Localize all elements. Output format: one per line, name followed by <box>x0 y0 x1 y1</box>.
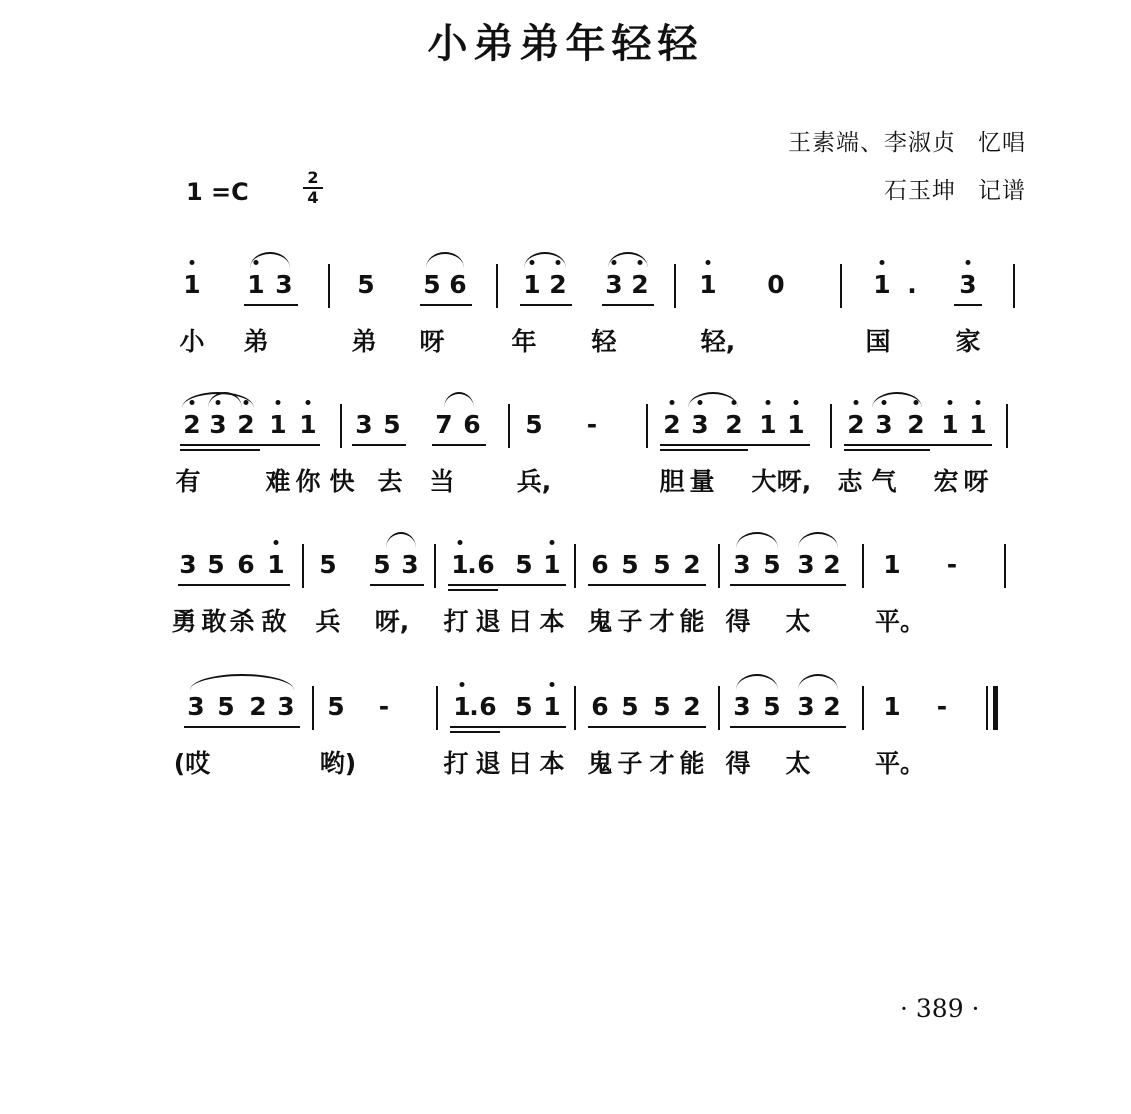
lyric-syllable: 平。 <box>874 607 926 636</box>
octave-dot <box>274 540 279 545</box>
final-barline-thick <box>993 686 998 730</box>
beam-underline <box>352 444 406 446</box>
credit-role: 记谱 <box>978 178 1026 204</box>
note: - <box>378 692 390 721</box>
beam-underline <box>954 304 982 306</box>
slur-arc <box>190 674 294 690</box>
lyric-syllable: 能 <box>679 749 705 778</box>
beam-underline <box>180 449 260 451</box>
note: 2 <box>823 692 841 721</box>
lyric-syllable: 志 <box>837 467 863 496</box>
barline <box>312 686 314 730</box>
lyric-syllable: 有 <box>175 467 201 496</box>
lyric-syllable: 退 <box>475 607 501 636</box>
lyric-syllable: 退 <box>475 749 501 778</box>
lyric-syllable: 太 <box>785 749 811 778</box>
note: 3 <box>355 410 373 439</box>
note: 5 <box>621 692 639 721</box>
note: 3 <box>275 270 293 299</box>
octave-dot <box>966 260 971 265</box>
lyric-syllable: 才 <box>649 749 675 778</box>
note: 1 <box>941 410 959 439</box>
note: 5 <box>763 692 781 721</box>
beam-underline <box>844 444 992 446</box>
beam-underline <box>660 449 748 451</box>
slur-arc <box>386 532 416 548</box>
lyric-syllable: 轻 <box>591 327 617 356</box>
lyric-syllable: 你 <box>295 467 321 496</box>
beam-underline <box>420 304 472 306</box>
credit-role: 忆唱 <box>978 130 1026 156</box>
note: 2 <box>907 410 925 439</box>
note: 5 <box>621 550 639 579</box>
song-title: 小弟弟年轻轻 <box>427 20 704 67</box>
barline <box>840 264 842 308</box>
slur-arc <box>872 392 922 408</box>
octave-dot <box>276 400 281 405</box>
note: 5 <box>319 550 337 579</box>
lyric-syllable: 本 <box>539 749 565 778</box>
octave-dot <box>306 400 311 405</box>
note: 3 <box>691 410 709 439</box>
note: 1 <box>451 550 469 579</box>
final-barline-thin <box>986 686 988 730</box>
barline <box>862 686 864 730</box>
beam-underline <box>520 304 572 306</box>
beam-underline <box>602 304 654 306</box>
beam-underline <box>844 449 930 451</box>
note: . <box>467 550 477 579</box>
note: 6 <box>479 692 497 721</box>
note: 1 <box>269 410 287 439</box>
note: 2 <box>683 692 701 721</box>
barline <box>328 264 330 308</box>
lyric-syllable: 家 <box>955 327 981 356</box>
note: 5 <box>383 410 401 439</box>
credit-transcriber <box>884 172 1026 205</box>
key-signature: 1 =C <box>186 178 249 206</box>
octave-dot <box>460 682 465 687</box>
lyric-syllable: 轻, <box>700 327 736 356</box>
lyric-syllable: 子 <box>617 749 643 778</box>
beam-underline <box>448 589 498 591</box>
barline <box>434 544 436 588</box>
note: 5 <box>515 692 533 721</box>
slur-arc <box>736 532 778 548</box>
lyric-syllable: 宏 <box>933 467 959 496</box>
barline <box>436 686 438 730</box>
barline <box>1004 544 1006 588</box>
lyric-syllable: 呀, <box>374 607 410 636</box>
note: 5 <box>653 692 671 721</box>
beam-underline <box>730 584 846 586</box>
note: 2 <box>237 410 255 439</box>
beam-underline <box>588 584 706 586</box>
lyric-syllable: 日 <box>507 749 533 778</box>
lyric-syllable: 得 <box>725 607 751 636</box>
lyric-syllable: 勇 <box>171 607 197 636</box>
note: 3 <box>797 550 815 579</box>
note: 5 <box>525 410 543 439</box>
lyric-syllable: 鬼 <box>587 607 613 636</box>
note: 1 <box>883 550 901 579</box>
lyric-syllable: 年 <box>511 327 537 356</box>
lyric-syllable: 鬼 <box>587 749 613 778</box>
lyric-syllable: 敢 <box>201 607 227 636</box>
meter-bottom: 4 <box>307 188 319 207</box>
barline <box>646 404 648 448</box>
note: 3 <box>401 550 419 579</box>
barline <box>340 404 342 448</box>
time-signature <box>303 170 323 206</box>
beam-underline <box>450 731 500 733</box>
credit-singers <box>788 124 1026 157</box>
lyric-syllable: (哎 <box>173 749 211 778</box>
lyric-syllable: 本 <box>539 607 565 636</box>
barline <box>574 686 576 730</box>
lyric-syllable: 平。 <box>874 749 926 778</box>
note: 6 <box>463 410 481 439</box>
note: 1 <box>267 550 285 579</box>
note: - <box>936 692 948 721</box>
note: 1 <box>787 410 805 439</box>
lyric-syllable: 国 <box>865 327 891 356</box>
lyric-syllable: 杀 <box>229 607 255 636</box>
lyric-syllable: 呀 <box>963 467 989 496</box>
lyric-syllable: 打 <box>443 749 469 778</box>
note: 5 <box>653 550 671 579</box>
page-number: · 389 · <box>900 994 980 1023</box>
slur-arc <box>444 392 474 408</box>
note: 6 <box>591 692 609 721</box>
note: 2 <box>249 692 267 721</box>
beam-underline <box>660 444 810 446</box>
note: 6 <box>591 550 609 579</box>
note: 3 <box>209 410 227 439</box>
lyric-syllable: 呀 <box>419 327 445 356</box>
note: 0 <box>767 270 785 299</box>
beam-underline <box>184 726 300 728</box>
note: 2 <box>823 550 841 579</box>
note: 1 <box>883 692 901 721</box>
note: 1 <box>299 410 317 439</box>
note: 1 <box>523 270 541 299</box>
lyric-syllable: 难 <box>265 467 291 496</box>
note: 5 <box>515 550 533 579</box>
beam-underline <box>370 584 424 586</box>
octave-dot <box>190 260 195 265</box>
barline <box>508 404 510 448</box>
beam-underline <box>432 444 486 446</box>
slur-arc <box>798 532 838 548</box>
lyric-syllable: 去 <box>377 467 403 496</box>
note: 1 <box>873 270 891 299</box>
beam-underline <box>588 726 706 728</box>
note: 1 <box>543 692 561 721</box>
barline <box>718 544 720 588</box>
beam-underline <box>180 444 320 446</box>
lyric-syllable: 子 <box>617 607 643 636</box>
barline <box>302 544 304 588</box>
note: . <box>469 692 479 721</box>
octave-dot <box>948 400 953 405</box>
barline <box>830 404 832 448</box>
note: . <box>907 270 917 299</box>
lyric-syllable: 小 <box>179 327 205 356</box>
note: 5 <box>217 692 235 721</box>
note: 5 <box>357 270 375 299</box>
octave-dot <box>550 540 555 545</box>
octave-dot <box>670 400 675 405</box>
barline <box>1013 264 1015 308</box>
note: 3 <box>187 692 205 721</box>
note: 1 <box>453 692 471 721</box>
beam-underline <box>178 584 290 586</box>
note: 2 <box>683 550 701 579</box>
lyric-syllable: 当 <box>429 467 455 496</box>
octave-dot <box>880 260 885 265</box>
note: 5 <box>327 692 345 721</box>
note: 3 <box>733 550 751 579</box>
note: 5 <box>207 550 225 579</box>
note: 1 <box>759 410 777 439</box>
slur-arc <box>250 252 290 268</box>
slur-arc <box>736 674 778 690</box>
barline <box>862 544 864 588</box>
octave-dot <box>766 400 771 405</box>
note: 1 <box>183 270 201 299</box>
beam-underline <box>450 726 566 728</box>
lyric-syllable: 兵 <box>315 607 341 636</box>
meter-top: 2 <box>307 168 319 187</box>
note: 2 <box>549 270 567 299</box>
slur-arc <box>524 252 566 268</box>
octave-dot <box>976 400 981 405</box>
beam-underline <box>244 304 298 306</box>
lyric-syllable: 能 <box>679 607 705 636</box>
note: 5 <box>373 550 391 579</box>
octave-dot <box>550 682 555 687</box>
lyric-syllable: 量 <box>689 467 715 496</box>
lyric-syllable: 快 <box>329 467 355 496</box>
note: 2 <box>183 410 201 439</box>
credit-names: 石玉坤 <box>884 178 956 204</box>
note: 3 <box>277 692 295 721</box>
lyric-syllable: 弟 <box>243 327 269 356</box>
lyric-syllable: 呀, <box>776 467 812 496</box>
note: 1 <box>699 270 717 299</box>
beam-underline <box>730 726 846 728</box>
slur-arc <box>608 252 648 268</box>
note: 7 <box>435 410 453 439</box>
note: 1 <box>969 410 987 439</box>
credit-names: 王素端、李淑贞 <box>788 130 956 156</box>
note: 3 <box>797 692 815 721</box>
barline <box>496 264 498 308</box>
barline <box>1006 404 1008 448</box>
slur-arc <box>798 674 838 690</box>
note: 3 <box>733 692 751 721</box>
slur-arc <box>426 252 464 268</box>
note: 2 <box>631 270 649 299</box>
lyric-syllable: 打 <box>443 607 469 636</box>
slur-arc <box>688 392 738 408</box>
note: 3 <box>179 550 197 579</box>
note: - <box>586 410 598 439</box>
beam-underline <box>448 584 566 586</box>
lyric-syllable: 才 <box>649 607 675 636</box>
note: 2 <box>663 410 681 439</box>
lyric-syllable: 得 <box>725 749 751 778</box>
barline <box>718 686 720 730</box>
octave-dot <box>458 540 463 545</box>
lyric-syllable: 弟 <box>351 327 377 356</box>
note: 3 <box>605 270 623 299</box>
note: 2 <box>847 410 865 439</box>
note: 6 <box>449 270 467 299</box>
note: 1 <box>247 270 265 299</box>
barline <box>674 264 676 308</box>
lyric-syllable: 大 <box>751 467 777 496</box>
lyric-syllable: 日 <box>507 607 533 636</box>
octave-dot <box>794 400 799 405</box>
octave-dot <box>706 260 711 265</box>
note: 5 <box>763 550 781 579</box>
note: 3 <box>875 410 893 439</box>
note: 6 <box>477 550 495 579</box>
lyric-syllable: 太 <box>785 607 811 636</box>
lyric-syllable: 敌 <box>261 607 287 636</box>
note: - <box>946 550 958 579</box>
lyric-syllable: 兵, <box>516 467 552 496</box>
note: 1 <box>543 550 561 579</box>
octave-dot <box>854 400 859 405</box>
lyric-syllable: 哟) <box>319 749 357 778</box>
lyric-syllable: 胆 <box>659 467 685 496</box>
lyric-syllable: 气 <box>871 467 897 496</box>
note: 6 <box>237 550 255 579</box>
note: 2 <box>725 410 743 439</box>
note: 5 <box>423 270 441 299</box>
note: 3 <box>959 270 977 299</box>
barline <box>574 544 576 588</box>
